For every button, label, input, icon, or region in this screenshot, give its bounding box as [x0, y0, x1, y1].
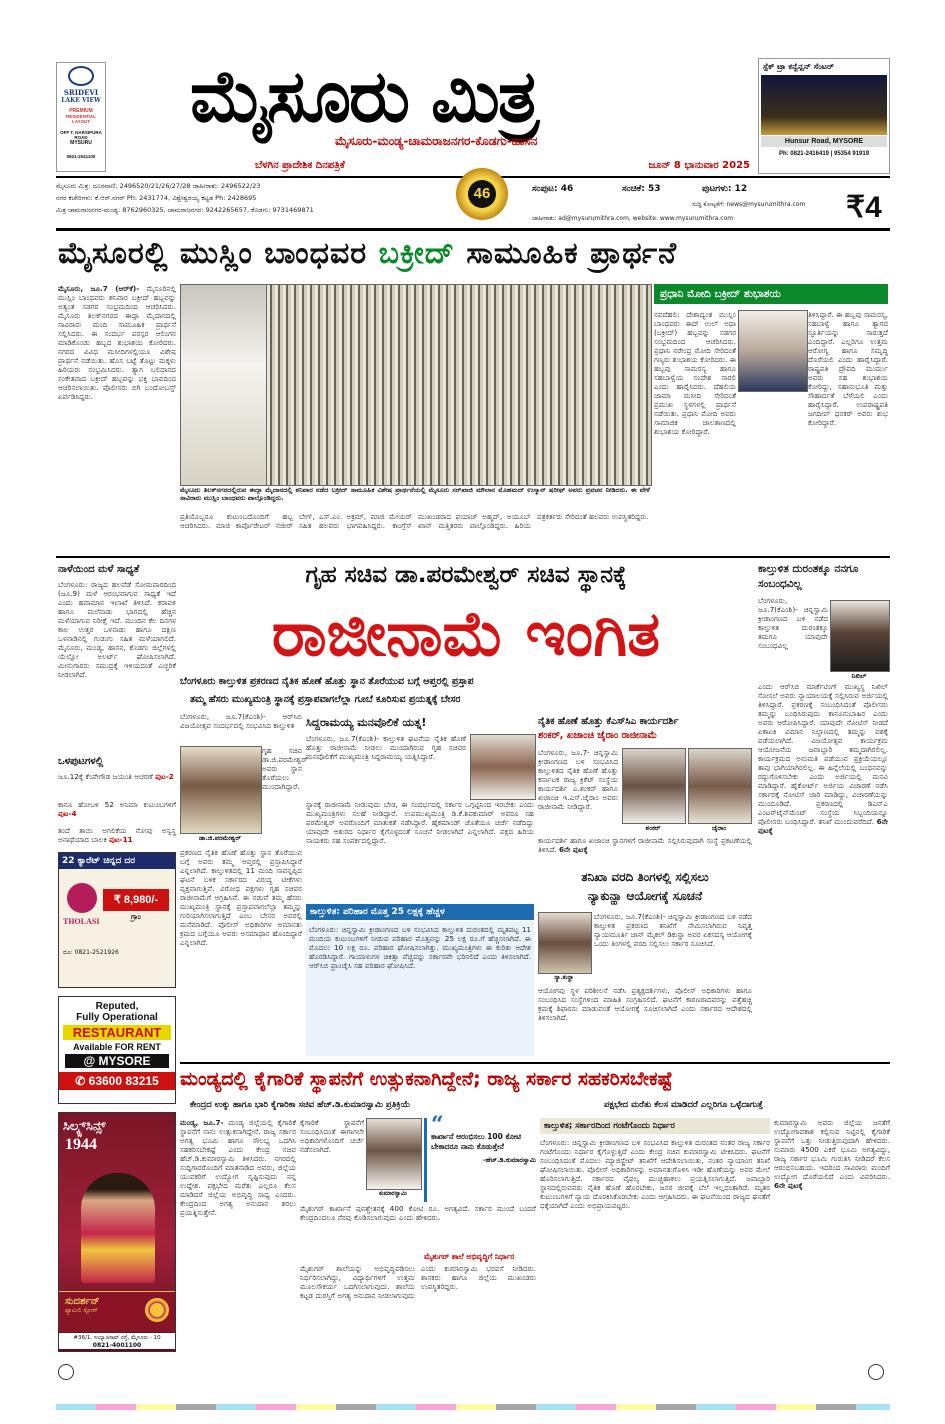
restaurant-phone-row	[59, 1072, 175, 1090]
ad-email[interactable]: ಜಾಹೀರಾತು: ad@mysurumithra.com, website: www.mysurumithra.com	[532, 215, 734, 222]
restaurant-phone: 63600 83215	[88, 1074, 159, 1088]
nikhil-heading: ಕಾಲ್ತುಳಿತ ದುರಂತಕ್ಕೂ ನನಗೂ ಸಂಬಂಧವಿಲ್ಲ	[758, 563, 859, 590]
second-bullet-1: ಬೆಂಗಳೂರು ಕಾಲ್ತುಳಿತ ಪ್ರಕರಣದ ನೈತಿಕ ಹೊಣೆ ಹೊತ್ತು ಸ್ಥಾನ ತೊರೆಯುವ ಬಗ್ಗೆ ಆಪ್ತರಲ್ಲಿ ಪ್ರಸ್ತಾಪ	[180, 676, 474, 687]
lead-body-col-1: ಮೈಸೂರು, ಜೂ.7 (ಆರ್‌ಕೆ)- ಮೈಸೂರಿನಲ್ಲಿ ಮುಸ್ಲಿಂ ಬಾಂಧವರು ಶನಿವಾರ ಬಕ್ರೀದ್ ಹಬ್ಬವನ್ನು ಅತ್ಯಂತ ಸಡಗರ ಸಂಭ್ರಮದಿಂದ ಆಚರಿಸಿದರು. ಮೈಸೂರು ತಿಲಕ್‌ನಗರದ ಈದ್ಗಾ ಮೈದಾನದಲ್ಲಿ ಸಾವಿರಾರು ಮಂದಿ ಸಾಮೂಹಿಕ ಪ್ರಾರ್ಥನೆ ಸಲ್ಲಿಸಿದರು. ಈ ಸಂದರ್ಭ ಪರಸ್ಪರ ಆಲಿಂಗನ ಮಾಡಿಕೊಂಡು ಹಬ್ಬದ ಶುಭಾಶಯ ಕೋರಿದರು. ನಗರದ ವಿವಿಧ ಮಸೀದಿಗಳಲ್ಲಿಯೂ ವಿಶೇಷ ಪ್ರಾರ್ಥನೆ ನಡೆಯಿತು. ಹೊಸ ಬಟ್ಟೆ ತೊಟ್ಟು ಮಕ್ಕಳು ಹಿರಿಯರು ಸಂಭ್ರಮಿಸಿದರು. ತ್ಯಾಗ ಬಲಿದಾನದ ಸಂಕೇತವಾದ ಬಕ್ರೀದ್ ಹಬ್ಬವನ್ನು ಭಕ್ತಿ ಭಾವದಿಂದ ಆಚರಿಸಲಾಯಿತು. ಪೊಲೀಸರು ಬಿಗಿ ಬಂದೋಬಸ್ತ್ ಏರ್ಪಡಿಸಿದ್ದರು.	[58, 284, 176, 401]
quote-mark-icon: “	[431, 1112, 444, 1138]
restaurant-line-5: @ MYSORE	[65, 1054, 169, 1068]
ad-sridevi-lake-view[interactable]	[56, 62, 106, 172]
lead-dateline: ಮೈಸೂರು, ಜೂ.7 (ಆರ್‌ಕೆ)-	[58, 284, 140, 293]
tholasi-phone: ದೂ: 0821-2521926	[63, 949, 119, 956]
lead-photo-crowd	[266, 284, 652, 486]
shankar-caption: ಶಂಕರ್	[645, 824, 661, 832]
ad-tholasi-gold[interactable]	[58, 852, 176, 988]
ad-brand: SRIDEVI	[63, 88, 99, 97]
restaurant-line-1: Reputed,	[95, 1001, 139, 1012]
silks-title: ಸಿಲ್ಕ್ಸ್‌ಸಿನ್ಸ್	[63, 1119, 106, 1134]
cunha-photo	[538, 912, 592, 974]
silks-year: 1944	[65, 1136, 97, 1153]
cunha-body-2: ಆಯೋಗವು ಸ್ಥಳ ಪರಿಶೀಲನೆ ನಡೆಸಿ ಪ್ರತ್ಯಕ್ಷದರ್ಶಿಗಳು, ಪೊಲೀಸ್ ಅಧಿಕಾರಿಗಳು ಹಾಗೂ ಸಂಬಂಧಿಸಿದ ಸಂಸ್ಥೆಗಳಿಂದ ಮಾಹಿತಿ ಸಂಗ್ರಹಿಸಲಿದೆ. ಘಟನೆಗೆ ಕಾರಣರಾದವರನ್ನು ಪತ್ತೆಹಚ್ಚಿ ಕ್ರಮಕ್ಕೆ ಶಿಫಾರಸು ಮಾಡುವಂತೆ ಆಯೋಗಕ್ಕೆ ಸೂಚಿಸಲಾಗಿದೆ ಎಂದು ಸರ್ಕಾರದ ಆದೇಶದಲ್ಲಿ ತಿಳಿಸಲಾಗಿದೆ.	[538, 986, 752, 1022]
kssca-subhead	[538, 716, 752, 741]
ad-line-1: PREMIUM	[69, 108, 93, 114]
inner-page-num-1: ಪುಟ-2	[155, 772, 174, 781]
tholasi-price: ₹ 8,980/-	[113, 894, 159, 906]
third-side-heading: ಕಾಲ್ತುಳಿತ; ಸರ್ಕಾರದಿಂದ ಗಂಟೆಗೊಂದು ನಿರ್ಧಾರ	[540, 1118, 770, 1134]
rain-heading: ನಾಳೆಯಿಂದ ಮಳೆ ಸಾಧ್ಯತೆ	[58, 564, 140, 575]
kssca-subhead-line-2: ಶಂಕರ್, ಖಜಾಂಚಿ ಜೈರಾಂ ರಾಜೀನಾಮೆ	[538, 730, 658, 741]
kumaraswamy-caption: ಕುಮಾರಸ್ವಾಮಿ	[379, 1190, 407, 1197]
restaurant-line-4: Available FOR RENT	[73, 1042, 161, 1052]
volume: ಸಂಪುಟ: 46	[532, 184, 574, 194]
nikhil-continued: 6ನೇ ಪುಟಕ್ಕೆ	[758, 817, 888, 835]
parameshwar-photo	[180, 746, 262, 834]
inner-page-item-2[interactable]	[58, 800, 176, 820]
ad-convention-center[interactable]	[758, 58, 890, 174]
silks-sub: ಫ್ಯಾಮಿಲಿ ಸ್ಟೋರ್	[65, 1307, 98, 1314]
ad-line-4: MYSURU	[70, 140, 92, 146]
color-registration-bar	[56, 1404, 890, 1410]
third-body-3: ಮೈಶುಗರ್ ಕಾರ್ಖಾನೆ ಪುನಶ್ಚೇತನಕ್ಕೆ 400 ಕೋಟಿ ರೂ. ಅಗತ್ಯವಿದೆ. ಸರ್ಕಾರ ಮುಂದೆ ಬಂದರೆ ಕೇಂದ್ರದಿಂದಲೂ ನೆರವು ಕೊಡಿಸಲಾಗುವುದು ಎಂದು ಹೇಳಿದರು.	[300, 1204, 536, 1222]
second-bottom-rule	[180, 1062, 890, 1064]
second-body-3: ಪ್ರಕರಣದ ನೈತಿಕ ಹೊಣೆ ಹೊತ್ತು ಸ್ಥಾನ ತೊರೆಯುವ ಬಗ್ಗೆ ಅವರು ತಮ್ಮ ಆಪ್ತರಲ್ಲಿ ಪ್ರಸ್ತಾಪಿಸಿದ್ದಾರೆ ಎನ್ನಲಾಗಿದೆ. ಕಾಲ್ತುಳಿತದಲ್ಲಿ 11 ಮಂದಿ ಸಾವನ್ನಪ್ಪಿದ ಘಟನೆ ಬಳಿಕ ಸರ್ಕಾರದ ವಿರುದ್ಧ ಟೀಕೆಗಳು ವ್ಯಕ್ತವಾಗುತ್ತಿವೆ. ವಿರೋಧ ಪಕ್ಷಗಳು ಗೃಹ ಸಚಿವರ ರಾಜೀನಾಮೆಗೆ ಆಗ್ರಹಿಸಿವೆ. ಈ ನಡುವೆ ತಮ್ಮ ಹೆಸರು ಮುಖ್ಯಮಂತ್ರಿ ಸ್ಥಾನಕ್ಕೆ ಪ್ರಸ್ತಾಪವಾಗಲೆಲ್ಲಾ ತಮ್ಮನ್ನು ಗುರಿಯಾಗಿಸಲಾಗುತ್ತಿದೆ ಎಂಬ ಬೇಸರ ಅವರಲ್ಲಿ ಮನೆಮಾಡಿದೆ. ಪೊಲೀಸ್ ಅಧಿಕಾರಿಗಳ ಅಮಾನತು ಕ್ರಮದ ಬಗ್ಗೆಯೂ ಅವರು ಅಸಮಾಧಾನ ಹೊಂದಿದ್ದಾರೆ ಎನ್ನಲಾಗಿದೆ.	[180, 848, 302, 947]
ad-sudarshan-silks[interactable]	[58, 1112, 176, 1352]
tholasi-brand: THOLASI	[63, 917, 100, 926]
third-quote: ಕಾರ್ಖಾನೆ ಆರಂಭಿಸಲು 100 ಕೋಟಿ ಬೇಕಾದರೂ ನಾನು ಕೊಡುತ್ತೇನೆ	[431, 1132, 521, 1151]
inner-pages-heading: ಒಳಪುಟಗಳಲ್ಲಿ	[58, 756, 104, 767]
siddaramaiah-body-2: ಸ್ಥಾನಕ್ಕೆ ರಾಜೀನಾಮೆ ನೀಡುವುದು ಬೇಡ, ಈ ಸಂದರ್ಭದಲ್ಲಿ ಸರ್ಕಾರ ಒಗ್ಗಟ್ಟಿನಿಂದ ಇರಬೇಕು ಎಂದು ಮುಖ್ಯಮಂತ್ರಿಗಳು ಸಲಹೆ ನೀಡಿದ್ದಾರೆ. ಉಪಮುಖ್ಯಮಂತ್ರಿ ಡಿ.ಕೆ.ಶಿವಕುಮಾರ್ ಅವರೂ ಸಹ ಪರಮೇಶ್ವರ್ ಅವರೊಂದಿಗೆ ಮಾತುಕತೆ ನಡೆಸಿದ್ದಾರೆ. ಹೈಕಮಾಂಡ್ ಜೊತೆಯೂ ಚರ್ಚೆ ನಡೆದಿದ್ದು ಯಾವುದೇ ಆತುರದ ನಿರ್ಧಾರ ಕೈಗೊಳ್ಳದಂತೆ ಸೂಚನೆ ನೀಡಲಾಗಿದೆ ಎನ್ನಲಾಗಿದೆ. ಪಕ್ಷದ ಹಿರಿಯ ನಾಯಕರು ಸಹ ಸಂಪರ್ಕದಲ್ಲಿದ್ದಾರೆ.	[306, 800, 534, 845]
shankar-photo	[622, 748, 686, 824]
price: ₹4	[846, 191, 882, 224]
lead-headline	[58, 236, 888, 276]
cunha-subhead-line-1: ತನಿಖಾ ವರದಿ ತಿಂಗಳಲ್ಲಿ ಸಲ್ಲಿಸಲು	[581, 870, 709, 884]
silks-brand-bar	[59, 1291, 175, 1332]
third-dateline: ಮಂಡ್ಯ, ಜೂ.7-	[180, 1118, 224, 1127]
restaurant-line-2: Fully Operational	[76, 1012, 158, 1023]
compensation-body: ಬೆಂಗಳೂರು: ಚಿನ್ನಸ್ವಾಮಿ ಕ್ರೀಡಾಂಗಣದ ಬಳಿ ಸಂಭವಿಸಿದ ಕಾಲ್ತುಳಿತ ದುರಂತದಲ್ಲಿ ಮೃತಪಟ್ಟ 11 ಮಂದಿಯ ಕುಟುಂಬಗಳಿಗೆ ನೀಡುವ ಪರಿಹಾರ ಮೊತ್ತವನ್ನು 25 ಲಕ್ಷ ರೂ.ಗೆ ಹೆಚ್ಚಿಸಲಾಗಿದೆ. ಈ ಮೊದಲು 10 ಲಕ್ಷ ರೂ. ಪರಿಹಾರ ಘೋಷಿಸಲಾಗಿತ್ತು. ಮುಖ್ಯಮಂತ್ರಿಗಳು ಈ ಕುರಿತು ಆದೇಶ ಹೊರಡಿಸಿದ್ದಾರೆ. ಗಾಯಾಳುಗಳ ಚಿಕಿತ್ಸಾ ವೆಚ್ಚವನ್ನು ಸರ್ಕಾರವೇ ಭರಿಸಲಿದೆ ಎಂದು ತಿಳಿಸಲಾಗಿದೆ. ಆರ್‌ಸಿಬಿ ಫ್ರಾಂಚೈಸಿ ಸಹ ಪರಿಹಾರ ಘೋಷಿಸಿದೆ.	[306, 922, 534, 1056]
lead-photo-speaker	[180, 284, 268, 486]
pages: ಪುಟಗಳು: 12	[702, 184, 748, 194]
issue: ಸಂಚಿಕೆ: 53	[622, 184, 661, 194]
kumaraswamy-photo	[366, 1118, 422, 1190]
modi-sidebar-body-2: ತಿಳಿಸಿದ್ದಾರೆ. ಈ ಹಬ್ಬವು ಸಾಮರಸ್ಯ, ಸಹಬಾಳ್ವೆ ಹಾಗೂ ತ್ಯಾಗದ ಸ್ಫೂರ್ತಿಯನ್ನು ಸಾರುತ್ತದೆ ಎಂದಿದ್ದಾರೆ. ಎಲ್ಲರಿಗೂ ಉತ್ತಮ ಆರೋಗ್ಯ ಹಾಗೂ ಸಮೃದ್ಧಿ ದೊರೆಯಲಿ ಎಂದು ಹಾರೈಸಿದ್ದಾರೆ. ರಾಷ್ಟ್ರಪತಿ ದ್ರೌಪದಿ ಮುರ್ಮು ಅವರು ಸಹ ಶುಭಾಶಯ ಕೋರಿದ್ದು, ಸಹಾನುಭೂತಿ ಮತ್ತು ಸೌಹಾರ್ದತೆ ಬೆಳೆಯಲಿ ಎಂದು ಹಾರೈಸಿದ್ದಾರೆ. ಉಪರಾಷ್ಟ್ರಪತಿ ಜಗದೀಪ್ ಧನಕರ್ ಅವರು ಶುಭ ಕೋರಿದ್ದಾರೆ.	[808, 310, 888, 427]
third-continued: 6ನೇ ಪುಟಕ್ಕೆ	[774, 1181, 803, 1190]
inner-page-item-3[interactable]	[58, 826, 176, 848]
second-bullet-2: ತಮ್ಮ ಹೆಸರು ಮುಖ್ಯಮಂತ್ರಿ ಸ್ಥಾನಕ್ಕೆ ಪ್ರಸ್ತಾಪವಾಗಲೆಲ್ಲಾ ಗೂಬೆ ಕೂರಿಸುವ ಪ್ರಯತ್ನಕ್ಕೆ ಬೇಸರ	[190, 694, 461, 705]
ad-convention-location: Hunsur Road, MYSORE	[761, 136, 887, 147]
lead-headline-a: ಮೈಸೂರಲ್ಲಿ ಮುಸ್ಲಿಂ ಬಾಂಧವರ	[58, 236, 368, 271]
anniversary-badge	[456, 168, 508, 220]
registration-mark-icon	[868, 1364, 884, 1380]
inner-page-item-1[interactable]	[58, 772, 176, 792]
third-body-5: ಕುಮಾರಸ್ವಾಮಿ ಅವರು ಜಿಲ್ಲೆಯ ಜನತೆಗೆ ಉದ್ಯೋಗಾವಕಾಶ ಕಲ್ಪಿಸುವ ನಿಟ್ಟಿನಲ್ಲಿ ಕೈಗಾರಿಕೆ ಸ್ಥಾಪನೆಗೆ ಒತ್ತು ನೀಡುತ್ತಿರುವುದಾಗಿ ಹೇಳಿದರು. ಸುಮಾರು 4500 ಎಕರೆ ಭೂಮಿ ಅಗತ್ಯವಿದ್ದು, ರಾಜ್ಯ ಸರ್ಕಾರ ಭೂಮಿ ಗುರುತಿಸಿ ನೀಡಿದರೆ ಕೆಲಸ ಆರಂಭಿಸಬಹುದು. ಇದರಿಂದ ಸಾವಿರಾರು ಮಂದಿಗೆ ಉದ್ಯೋಗ ದೊರೆಯಲಿದೆ ಎಂದು ವಿವರಿಸಿದರು. 6ನೇ ಪುಟಕ್ಕೆ	[774, 1118, 890, 1190]
convention-photo	[761, 75, 887, 135]
kssca-subhead-line-1: ನೈತಿಕ ಹೊಣೆ ಹೊತ್ತು ಕೆಎಸ್‌ಸಿಎ ಕಾರ್ಯದರ್ಶಿ	[538, 716, 679, 727]
tholasi-unit: ಗ್ರಾಂ	[131, 913, 141, 921]
ad-brand-2: LAKE VIEW	[61, 97, 101, 104]
siddaramaiah-photo	[470, 734, 536, 800]
third-body-2: ಕೈಗಾರಿಕೆ ಸ್ಥಾಪನೆಗೆ ಸಂಬಂಧಿಸಿದಂತೆ ಈಗಾಗಲೇ ಅಧಿಕಾರಿಗಳೊಂದಿಗೆ ಚರ್ಚೆ ನಡೆಸಲಾಗಿದೆ.	[300, 1118, 364, 1154]
third-headline: ಮಂಡ್ಯದಲ್ಲಿ ಕೈಗಾರಿಕೆ ಸ್ಥಾಪನೆಗೆ ಉತ್ಸುಕನಾಗಿದ್ದೇನೆ; ರಾಜ್ಯ ಸರ್ಕಾರ ಸಹಕರಿಸಬೇಕಷ್ಟೆ	[180, 1068, 673, 1090]
inner-page-num-3: ಪುಟ-11	[109, 835, 133, 844]
ad-restaurant-rent[interactable]	[58, 996, 176, 1104]
cunha-body-1: ಬೆಂಗಳೂರು, ಜೂ.7(ಕೆಎಂಶಿ)- ಚಿನ್ನಸ್ವಾಮಿ ಕ್ರೀಡಾಂಗಣದ ಬಳಿ ನಡೆದ ಕಾಲ್ತುಳಿತ ಪ್ರಕರಣದ ತನಿಖೆಗೆ ನೇಮಿಸಲಾಗಿರುವ ನಿವೃತ್ತ ನ್ಯಾಯಮೂರ್ತಿ ಜಾನ್ ಮೈಕಲ್ ಡಿಕುನ್ಹಾ ಅವರ ಏಕಸದಸ್ಯ ಆಯೋಗಕ್ಕೆ ಒಂದು ತಿಂಗಳಲ್ಲಿ ವರದಿ ಸಲ್ಲಿಸಲು ಸರ್ಕಾರ ಸೂಚಿಸಿದೆ.	[594, 912, 752, 948]
inner-page-text-2: ಕಾನೂ ಹೋಬಳಿ 52 ಅನಿಮಾ ಕುಟುಂಬಗಳಿಗೆ	[58, 800, 176, 809]
nikhil-photo	[830, 600, 890, 672]
third-quote-box	[424, 1112, 536, 1202]
ad-line-3: OFF T. NARSIPURA ROAD	[60, 130, 102, 140]
second-headline: ರಾಜೀನಾಮೆ ಇಂಗಿತ	[271, 597, 661, 670]
lead-headline-c: ಸಾಮೂಹಿಕ ಪ್ರಾರ್ಥನೆ	[466, 236, 678, 271]
lead-bottom-rule	[56, 556, 890, 558]
jairam-photo	[688, 748, 752, 824]
modi-photo	[738, 310, 808, 392]
masthead-bottom-rule	[56, 228, 890, 231]
silks-address: #36/1, ಸಯ್ಯಾಜಿರಾವ್ ರಸ್ತೆ, ಮೈಸೂರು - 10	[59, 1333, 175, 1342]
inner-page-text-1: ಜೂ.12ಕ್ಕೆ ಕೆಂಪೇಗೌಡ ಜಯಂತಿ ಆಚರಣೆ	[58, 772, 153, 781]
registration-mark-icon	[58, 1364, 74, 1380]
cunha-subhead-line-2: ನ್ಯಾಕುನ್ಹಾ ಆಯೋಗಕ್ಕೆ ಸೂಚನೆ	[587, 889, 703, 903]
news-email[interactable]: ಸುದ್ದಿ ಕೋಟ್ಟಕೆಗೆ: news@mysurumithra.com	[692, 201, 806, 208]
contact-line-3: ಮಿತ್ರ ಚಾಮರಾಜನಗರ-ಮಂಡ್ಯ: 8762960325, ಚಾಮರಾಜನಗರ: 9242265657, ಕೊಡಗು: 9731469871	[56, 206, 314, 214]
tholasi-price-tag	[103, 889, 169, 911]
third-body-1: ಮಂಡ್ಯ, ಜೂ.7- ಮಂಡ್ಯ ಜಿಲ್ಲೆಯಲ್ಲಿ ಕೈಗಾರಿಕೆ ಸ್ಥಾಪನೆಗೆ ನಾನು ಉತ್ಸುಕನಾಗಿದ್ದೇನೆ. ರಾಜ್ಯ ಸರ್ಕಾರ ಅಗತ್ಯ ಭೂಮಿ ಹಾಗೂ ಸೌಲಭ್ಯ ಒದಗಿಸಿ ಸಹಕರಿಸಬೇಕಷ್ಟೆ ಎಂದು ಕೇಂದ್ರ ಸಚಿವ ಹೆಚ್.ಡಿ.ಕುಮಾರಸ್ವಾಮಿ ತಿಳಿಸಿದರು. ನಗರದಲ್ಲಿ ಸುದ್ದಿಗಾರರೊಂದಿಗೆ ಮಾತನಾಡಿದ ಅವರು, ಜಿಲ್ಲೆಯ ಯುವಕರಿಗೆ ಉದ್ಯೋಗ ಸೃಷ್ಟಿಸುವುದು ನನ್ನ ಉದ್ದೇಶ. ಪಕ್ಷಭೇದ ಮರೆತು ಎಲ್ಲರೂ ಕೆಲಸ ಮಾಡಿದರೆ ಜಿಲ್ಲೆಯ ಅಭಿವೃದ್ಧಿ ಸಾಧ್ಯ ಎಂದರು. ಕೇಂದ್ರದಿಂದ ಅಗತ್ಯ ಅನುದಾನ ತರಲು ಪ್ರಯತ್ನಿಸುತ್ತೇನೆ.	[180, 1118, 296, 1217]
lead-photo-caption: ಮೈಸೂರು ತಿಲಕ್‌ನಗರದಲ್ಲಿರುವ ಈದ್ಗಾ ಮೈದಾನದಲ್ಲಿ ಶನಿವಾರ ನಡೆದ ಬಕ್ರೀದ್ ಸಾಮೂಹಿಕ ವಿಶೇಷ ಪ್ರಾರ್ಥನೆಯಲ್ಲಿ ಮೈಸೂರು ಸರ್‌ಖಾಜಿ ಮೌಲಾನ ಮೊಹಮದ್ ಉಸ್ಮಾನ್ ಷರೀಫ್ ಅವರು ಪ್ರವಚನ ನೀಡಿದರು. ಈ ವೇಳೆ ಸಾವಿರಾರು ಮುಸ್ಲಿಂ ಬಾಂಧವರು ಪಾಲ್ಗೊಂಡಿದ್ದರು.	[180, 486, 650, 502]
kssca-body: ಬೆಂಗಳೂರು, ಜೂ.7- ಚಿನ್ನಸ್ವಾಮಿ ಕ್ರೀಡಾಂಗಣದ ಬಳಿ ಸಂಭವಿಸಿದ ಕಾಲ್ತುಳಿತದ ನೈತಿಕ ಹೊಣೆ ಹೊತ್ತು ಕರ್ನಾಟಕ ರಾಜ್ಯ ಕ್ರಿಕೆಟ್ ಸಂಸ್ಥೆಯ ಕಾರ್ಯದರ್ಶಿ ಎ.ಶಂಕರ್ ಹಾಗೂ ಖಜಾಂಚಿ ಇ.ಎಸ್.ಜೈರಾಂ ಅವರು ರಾಜೀನಾಮೆ ನೀಡಿದ್ದಾರೆ.	[538, 748, 618, 811]
modi-sidebar-title: ಪ್ರಧಾನಿ ಮೋದಿ ಬಕ್ರೀದ್ ಶುಭಾಶಯ	[654, 284, 888, 304]
cunha-subhead	[538, 870, 752, 904]
kssca-continued: 6ನೇ ಪುಟಕ್ಕೆ	[559, 845, 588, 854]
ad-convention-title: ಸ್ಪೆಕ್ ಟ್ರಾ ಕನ್ವೆನ್ಷನ್ ಸೆಂಟರ್	[763, 62, 834, 71]
silks-brand: ಸುದರ್ಶನ್	[65, 1296, 100, 1307]
contact-line-1: ಮೈಸೂರು ಮಿತ್ರ: ದೂರವಾಣಿ: 2496520/21/26/27/28 ಜಾಹೀರಾತು: 2496522/23	[56, 182, 261, 190]
tholasi-logo-icon	[67, 883, 97, 913]
masthead-date: ಜೂನ್ 8 ಭಾನುವಾರ 2025	[648, 160, 750, 171]
contact-line-2: ನಗರ ಕಚೇರಿಗಳು: ಕೆ.ಆರ್.ನಗರ್ Ph: 2431774, ವಿಶ್ವೇಶ್ವರಯ್ಯ ಕಟ್ಟಡ Ph: 2428695	[56, 194, 257, 202]
second-kicker: ಗೃಹ ಸಚಿವ ಡಾ.ಪರಮೇಶ್ವರ್ ಸಚಿವ ಸ್ಥಾನಕ್ಕೆ	[305, 562, 627, 588]
third-side-body: ಬೆಂಗಳೂರು: ಚಿನ್ನಸ್ವಾಮಿ ಕ್ರೀಡಾಂಗಣದ ಬಳಿ ಸಂಭವಿಸಿದ ಕಾಲ್ತುಳಿತ ದುರಂತದ ನಂತರ ರಾಜ್ಯ ಸರ್ಕಾರ ಗಂಟೆಗೊಂದು ನಿರ್ಧಾರ ಕೈಗೊಳ್ಳುತ್ತಿದೆ ಎಂದು ಕೇಂದ್ರ ಸಚಿವ ಕುಮಾರಸ್ವಾಮಿ ಟೀಕಿಸಿದರು. ಘಟನೆಗೆ ಸಂಬಂಧಿಸಿದಂತೆ ಮೊದಲು ಮ್ಯಾಜಿಸ್ಟ್ರೇಟ್ ತನಿಖೆಗೆ ಆದೇಶಿಸಲಾಯಿತು, ನಂತರ ನ್ಯಾಯಾಂಗ ತನಿಖೆ ಘೋಷಿಸಲಾಯಿತು. ಪೊಲೀಸ್ ಅಧಿಕಾರಿಗಳನ್ನು ಅಮಾನತುಗೊಳಿಸಿ ಇಡೀ ಹೊಣೆಯನ್ನು ಅವರ ಮೇಲೆ ಹೊರಿಸಲಾಗುತ್ತಿದೆ. ಸರ್ಕಾರದ ವೈಫಲ್ಯ ಮುಚ್ಚಿಹಾಕಲು ಪ್ರಯತ್ನಿಸಲಾಗುತ್ತಿದೆ. ಜವಾಬ್ದಾರಿ ಸ್ಥಾನದಲ್ಲಿರುವವರು ನೈತಿಕ ಹೊಣೆ ಹೊರಬೇಕು. ಜನರ ಜೀವಕ್ಕೆ ಬೆಲೆ ಇಲ್ಲದಂತಾಗಿದೆ. ಮೃತರ ಕುಟುಂಬಗಳಿಗೆ ನ್ಯಾಯ ದೊರಕಿಸಿಕೊಡಬೇಕು ಎಂದು ಆಗ್ರಹಿಸಿದರು. ಈ ಘಟನೆಯಿಂದ ರಾಜ್ಯದ ಘನತೆಗೆ ಧಕ್ಕೆಯಾಗಿದೆ ಎಂದು ಅಭಿಪ್ರಾಯಪಟ್ಟರು.	[540, 1138, 770, 1210]
restaurant-line-3: RESTAURANT	[63, 1025, 171, 1040]
ad-convention-phone: Ph: 0821-2416419 | 95354 91919	[778, 151, 870, 157]
third-body-4: ಮೈಶುಗರ್ ಶಾಲೆಯನ್ನು ಅಭಿವೃದ್ಧಿಪಡಿಸಲು ನಿರ್ಧರಿಸಲಾಗಿದ್ದು, ವಿದ್ಯಾರ್ಥಿಗಳಿಗೆ ಉತ್ತಮ ಮೂಲಸೌಕರ್ಯ ಒದಗಿಸಲಾಗುವುದು. ಶಾಲೆಯ ಕಟ್ಟಡ ದುರಸ್ತಿಗೆ ಅಗತ್ಯ ಅನುದಾನ ನೀಡಲಾಗುವುದು ಎಂದು ಕುಮಾರಸ್ವಾಮಿ ಭರವಸೆ ನೀಡಿದರು. ಶಾಸಕರು ಹಾಗೂ ಜಿಲ್ಲೆಯ ಮುಖಂಡರು ಉಪಸ್ಥಿತರಿದ್ದರು.	[300, 1264, 536, 1300]
inner-page-num-2: ಪುಟ-4	[58, 809, 77, 818]
masthead-tagline: ಬೆಳಗಿನ ಪ್ರಾದೇಶಿಕ ದಿನಪತ್ರಿಕೆ	[255, 160, 345, 171]
anniversary-number: 46	[468, 180, 496, 208]
silks-phone: 0821-4001100	[59, 1342, 175, 1349]
third-bullet-2: ಪಕ್ಷಭೇದ ಮರೆತು ಕೆಲಸ ಮಾಡಿದರೆ ಎಲ್ಲರಿಗೂ ಒಳ್ಳೆದಾಗುತ್ತೆ	[604, 1100, 763, 1110]
ad-phone: 0821-2541100	[66, 154, 96, 159]
compensation-subhead: ಕಾಲ್ತುಳಿತ: ಪರಿಹಾರ ಮೊತ್ತ 25 ಲಕ್ಷಕ್ಕೆ ಹೆಚ್ಚಳ	[306, 904, 534, 920]
parameshwar-caption: ಡಾ.ಜಿ.ಪರಮೇಶ್ವರ್	[199, 834, 241, 842]
third-quote-by: -ಹೆಚ್.ಡಿ.ಕುಮಾರಸ್ವಾಮಿ	[482, 1156, 536, 1164]
siddaramaiah-subhead: ಸಿದ್ದರಾಮಯ್ಯ ಮನವೊಲಿಕೆ ಯತ್ನ!	[306, 716, 427, 729]
masthead-title: ಮೈಸೂರು ಮಿತ್ರ	[190, 54, 538, 138]
lead-headline-b: ಬಕ್ರೀದ್	[378, 236, 455, 271]
second-body-1: ಬೆಂಗಳೂರು, ಜೂ.7(ಕೆಎಂಶಿ)- ಆರ್‌ಸಿಬಿ ವಿಜಯೋತ್ಸವ ಸಂದರ್ಭದಲ್ಲಿ ಸಂಭವಿಸಿದ ಕಾಲ್ತುಳಿತ	[180, 712, 302, 730]
modi-sidebar-body-1: ನವದೆಹಲಿ: ದೇಶಾದ್ಯಂತ ಮುಸ್ಲಿಂ ಬಾಂಧವರು ಈದ್ ಉಲ್ ಅಧಾ (ಬಕ್ರೀದ್) ಹಬ್ಬವನ್ನು ಸಡಗರ ಸಂಭ್ರಮದಿಂದ ಆಚರಿಸಿದರು. ಪ್ರಧಾನಿ ನರೇಂದ್ರ ಮೋದಿ ಸೇರಿದಂತೆ ಗಣ್ಯರು ಶುಭಾಶಯ ಕೋರಿದರು. ಈ ಹಬ್ಬವು ಸಾಮರಸ್ಯ ಹಾಗೂ ಸಹಬಾಳ್ವೆಯ ಸಂದೇಶ ಸಾರಲಿ ಎಂದು ಹಾರೈಸಿದರು. ದೆಹಲಿಯ ಜಾಮಾ ಮಸೀದಿ ಸೇರಿದಂತೆ ಪ್ರಮುಖ ಸ್ಥಳಗಳಲ್ಲಿ ಪ್ರಾರ್ಥನೆ ನಡೆಯಿತು. ಪ್ರಧಾನಿ ಮೋದಿ ಅವರು ಸಾಮಾಜಿಕ ಜಾಲತಾಣದಲ್ಲಿ ಶುಭಾಶಯ ಕೋರಿದ್ದಾರೆ.	[654, 310, 736, 436]
siddaramaiah-body-1: ಬೆಂಗಳೂರು, ಜೂ.7(ಕೆಎಂಶಿ)- ಕಾಲ್ತುಳಿತ ಘಟನೆಯ ನೈತಿಕ ಹೊಣೆ ಹೊತ್ತು ರಾಜೀನಾಮೆ ನೀಡಲು ಮುಂದಾಗಿರುವ ಗೃಹ ಸಚಿವರ ಮನವೊಲಿಕೆಗೆ ಮುಖ್ಯಮಂತ್ರಿ ಸಿದ್ದರಾಮಯ್ಯ ಯತ್ನಿಸಿದ್ದಾರೆ.	[306, 734, 466, 761]
silks-sun-logo-icon	[145, 1298, 169, 1322]
lead-body-col-2: ಪ್ರತಿಯೊಬ್ಬರೂ ಕುಟುಂಬದೊಂದಿಗೆ ಹಬ್ಬ ಆಚರಿಸಿದರು. ಮಾಜಿ ಕಾರ್ಪೊರೇಟರ್ ನಜೀರ್ ಬೇಗ್, ಎಸ್.ಎಂ. ಅಕ್ರಮ್, ಮಾಜಿ ಮೇಯರ್ ಸಹಿತ ಹಲವರು ಭಾಗವಹಿಸಿದ್ದರು. ಕಾಂಗ್ರೆಸ್ ಮುಖಂಡರಾದ ಫಯಾಜ್ ಅಹ್ಮದ್, ಅಯೂಬ್ ಖಾನ್ ಮತ್ತಿತರರು ಪಾಲ್ಗೊಂಡಿದ್ದರು. ಹಿರಿಯ ಪತ್ರಕರ್ತರು ಸೇರಿದಂತೆ ಹಲವರು ಉಪಸ್ಥಿತರಿದ್ದರು.	[180, 512, 649, 530]
ad-line-2: RESIDENTIAL LAYOUT	[65, 114, 96, 124]
rain-body: ಬೆಂಗಳೂರು: ರಾಜ್ಯದ ಹಲವೆಡೆ ಸೋಮವಾರದಿಂದ (ಜೂ.9) ಮಳೆ ಆರಂಭವಾಗುವ ಸಾಧ್ಯತೆ ಇದೆ ಎಂದು ಹವಾಮಾನ ಇಲಾಖೆ ತಿಳಿಸಿದೆ. ಕರಾವಳಿ ಹಾಗೂ ಮಲೆನಾಡು ಭಾಗದಲ್ಲಿ ಹೆಚ್ಚಿನ ಮಳೆಯಾಗುವ ನಿರೀಕ್ಷೆ ಇದೆ. ಮುಂದಿನ ಕೆಲ ದಿನಗಳ ಕಾಲ ಉತ್ತರ ಒಳನಾಡು ಹಾಗೂ ದಕ್ಷಿಣ ಒಳನಾಡಿನಲ್ಲಿ ಗುಡುಗು ಸಹಿತ ಮಳೆಯಾಗಲಿದೆ. ಮೈಸೂರು, ಮಂಡ್ಯ, ಹಾಸನ, ಕೊಡಗು ಜಿಲ್ಲೆಗಳಲ್ಲಿ ಯೆಲ್ಲೋ ಅಲರ್ಟ್ ಘೋಷಿಸಲಾಗಿದೆ. ಮೀನುಗಾರರು ಸಮುದ್ರಕ್ಕೆ ಇಳಿಯದಂತೆ ಎಚ್ಚರಿಕೆ ನೀಡಲಾಗಿದೆ.	[58, 580, 176, 679]
masthead-districts: ಮೈಸೂರು-ಮಂಡ್ಯ-ಚಾಮರಾಜನಗರ-ಕೊಡಗು-ಹಾಸನ	[335, 134, 538, 148]
phone-icon: ✆	[75, 1074, 86, 1088]
kssca-body-2: ಕಾರ್ಯದರ್ಶಿ ಹಾಗೂ ಖಜಾಂಚಿ ಸ್ಥಾನಗಳಿಗೆ ರಾಜೀನಾಮೆ ಸಲ್ಲಿಸಿರುವುದಾಗಿ ಸಂಸ್ಥೆ ಪ್ರಕಟಣೆಯಲ್ಲಿ ತಿಳಿಸಿದೆ. 6ನೇ ಪುಟಕ್ಕೆ	[538, 836, 752, 854]
nikhil-caption: ನಿಖಿಲ್	[851, 672, 867, 680]
silks-model-photo	[81, 1173, 155, 1283]
tholasi-title: 22 ಕ್ಯಾರೆಟ್ ಚಿನ್ನದ ದರ	[59, 853, 175, 869]
jairam-caption: ಜೈರಾಂ	[711, 824, 727, 832]
nikhil-body-2: ಎಂದು ಆರ್‌ಸಿಬಿ ಮಾರ್ಕೆಟಿಂಗ್ ಮುಖ್ಯಸ್ಥ ನಿಖಿಲ್ ಸೋಸಲೆ ಅವರು ನ್ಯಾಯಾಲಯಕ್ಕೆ ಸಲ್ಲಿಸಿರುವ ಅರ್ಜಿಯಲ್ಲಿ ತಿಳಿಸಿದ್ದಾರೆ. ಪ್ರಕರಣಕ್ಕೆ ಸಂಬಂಧಿಸಿದಂತೆ ಪೊಲೀಸರು ತಮ್ಮನ್ನು ಬಂಧಿಸಿರುವುದು ಕಾನೂನುಬಾಹಿರ ಎಂದು ಅವರು ಆರೋಪಿಸಿದ್ದಾರೆ. ಯಾವುದೇ ನೋಟಿಸ್ ನೀಡದೆ ಏಕಾಏಕಿ ವಿಮಾನ ನಿಲ್ದಾಣದಲ್ಲಿ ತಮ್ಮನ್ನು ವಶಕ್ಕೆ ಪಡೆಯಲಾಗಿದೆ. ವಿಜಯೋತ್ಸವ ಕಾರ್ಯಕ್ರಮ ಆಯೋಜನೆಯ ಜವಾಬ್ದಾರಿ ತಮ್ಮದಾಗಿರಲಿಲ್ಲ. ಕಾರ್ಯಕ್ರಮದ ಅನುಮತಿ ಪಡೆಯುವ ಪ್ರಕ್ರಿಯೆಯಲ್ಲೂ ತಾವು ಭಾಗಿಯಾಗಿರಲಿಲ್ಲ. ಈ ಹಿನ್ನೆಲೆಯಲ್ಲಿ ಬಂಧನವನ್ನು ರದ್ದುಗೊಳಿಸಬೇಕು ಎಂದು ಅರ್ಜಿಯಲ್ಲಿ ಮನವಿ ಮಾಡಿದ್ದಾರೆ. ಹೈಕೋರ್ಟ್ ಅರ್ಜಿಯ ವಿಚಾರಣೆ ನಡೆಸಿ ಸರ್ಕಾರಕ್ಕೆ ನೋಟಿಸ್ ಜಾರಿ ಮಾಡಿದ್ದು, ವಿಚಾರಣೆಯನ್ನು ಮುಂದೂಡಿದೆ. ಪ್ರಕರಣದಲ್ಲಿ ಡಿಎನ್‌ಎ ಎಂಟರ್‌ಟೈನ್‌ಮೆಂಟ್ ಸಂಸ್ಥೆಯ ಸಿಬ್ಬಂದಿಯನ್ನೂ ಪೊಲೀಸರು ಬಂಧಿಸಿದ್ದಾರೆ. ತನಿಖೆ ಮುಂದುವರೆದಿದೆ. 6ನೇ ಪುಟಕ್ಕೆ	[758, 682, 888, 835]
third-bullet-1: ಕೇಂದ್ರದ ಉಕ್ಕು ಹಾಗೂ ಭಾರಿ ಕೈಗಾರಿಕಾ ಸಚಿವ ಹೆಚ್.ಡಿ.ಕುಮಾರಸ್ವಾಮಿ ಪ್ರತಿಕ್ರಿಯೆ	[190, 1100, 411, 1110]
third-subhead: ಮೈಶುಗರ್ ಶಾಲೆ ಅಭಿವೃದ್ಧಿಗೆ ನಿರ್ಧಾರ	[424, 1252, 515, 1261]
nikhil-body-1: ಬೆಂಗಳೂರು, ಜೂ.7(ಕೆಎಂಶಿ)- ಚಿನ್ನಸ್ವಾಮಿ ಕ್ರೀಡಾಂಗಣದ ಬಳಿ ನಡೆದ ಕಾಲ್ತುಳಿತ ದುರಂತಕ್ಕೂ ತಮಗೂ ಯಾವುದೇ ಸಂಬಂಧವಿಲ್ಲ	[758, 596, 828, 650]
inner-page-text-3: ತಂದೆ ತಾಯಿ ಅಗಲಿಕೆಯ ನೋವು ಅಸ್ವಸ್ಥ ಅನಾಥೆಯಾದ ಬಾಲಕಿ	[58, 826, 176, 844]
second-body-2: ಗೃಹ ಸಚಿವ ಡಾ.ಜಿ.ಪರಮೇಶ್ವರ್ ಅವರು ಸ್ಥಾನ ತೊರೆಯಲು ಮುಂದಾಗಿದ್ದಾರೆ.	[262, 746, 308, 791]
house-logo-icon	[68, 66, 94, 86]
cunha-caption: ನ್ಯಾ.ಕುನ್ಹಾ	[554, 974, 574, 981]
